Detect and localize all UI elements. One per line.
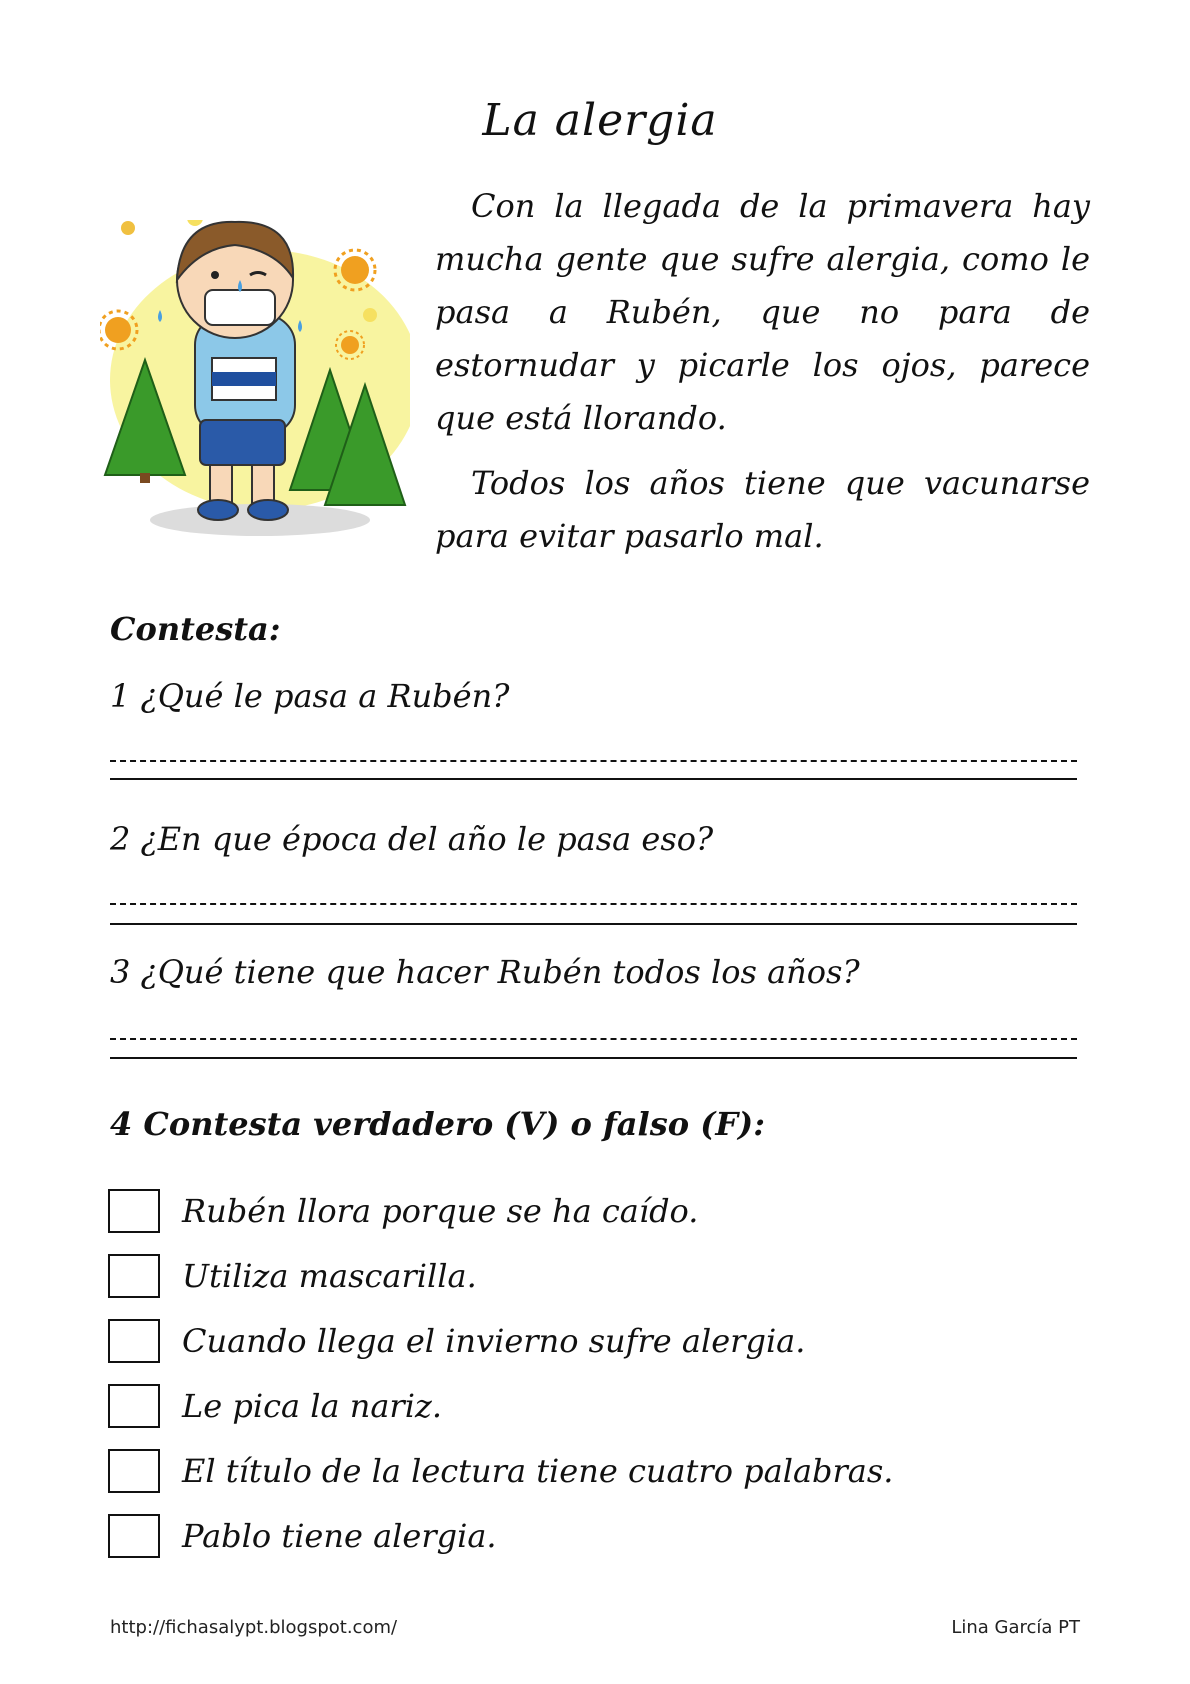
- boy-eye: [211, 271, 219, 279]
- true-false-item: [108, 1178, 1058, 1243]
- question-2: 2 ¿En que época del año le pasa eso?: [110, 820, 714, 858]
- true-false-item: [108, 1438, 1058, 1503]
- statement-text: Utiliza mascarilla.: [182, 1256, 477, 1295]
- boy-leg: [210, 465, 232, 505]
- story-paragraph-2: Todos los años tiene que vacunarse para evitar pasarlo mal.: [435, 464, 1090, 555]
- question-1: 1 ¿Qué le pasa a Rubén?: [110, 677, 510, 715]
- answer-checkbox[interactable]: [108, 1319, 160, 1363]
- illustration-svg: [100, 220, 410, 545]
- answer-line-3-dashed[interactable]: [110, 1038, 1077, 1040]
- pollen-dot: [187, 220, 203, 226]
- footer-author: Lina García PT: [951, 1617, 1080, 1638]
- answer-line-3[interactable]: [110, 1057, 1077, 1059]
- section-heading: Contesta:: [110, 610, 281, 648]
- worksheet-title: La alergia: [482, 95, 718, 146]
- answer-checkbox[interactable]: [108, 1189, 160, 1233]
- answer-line-2-dashed[interactable]: [110, 903, 1077, 905]
- statement-text: Le pica la nariz.: [182, 1386, 442, 1425]
- answer-checkbox[interactable]: [108, 1384, 160, 1428]
- true-false-item: [108, 1503, 1058, 1568]
- statement-text: El título de la lectura tiene cuatro palabras.: [182, 1451, 894, 1490]
- true-false-item: [108, 1243, 1058, 1308]
- true-false-title: 4 Contesta verdadero (V) o falso (F):: [110, 1105, 765, 1143]
- boy-shorts: [200, 420, 285, 465]
- answer-checkbox[interactable]: [108, 1449, 160, 1493]
- true-false-item: [108, 1373, 1058, 1438]
- boy-shoe: [198, 500, 238, 520]
- question-3: 3 ¿Qué tiene que hacer Rubén todos los años?: [110, 953, 860, 991]
- true-false-item: [108, 1308, 1058, 1373]
- tissue-box-stripe: [212, 372, 276, 386]
- face-mask: [205, 290, 275, 325]
- answer-line-1[interactable]: [110, 778, 1077, 780]
- boy-leg: [252, 465, 274, 505]
- footer-url[interactable]: http://fichasalypt.blogspot.com/: [110, 1617, 398, 1638]
- pollen-dot: [363, 308, 377, 322]
- statement-text: Rubén llora porque se ha caído.: [182, 1191, 699, 1230]
- statement-text: Pablo tiene alergia.: [182, 1516, 497, 1555]
- tree-trunk: [140, 473, 150, 483]
- answer-line-2[interactable]: [110, 923, 1077, 925]
- story-paragraph-1: Con la llegada de la primavera hay mucha gente que sufre alergia, como le pasa a Rubén, que no para de estornudar y picarle los ojos, parece que está llorando.: [435, 187, 1090, 437]
- answer-line-1-dashed[interactable]: [110, 760, 1077, 762]
- pollen-dot: [121, 221, 135, 235]
- statement-text: Cuando llega el invierno sufre alergia.: [182, 1321, 806, 1360]
- boy-shoe: [248, 500, 288, 520]
- answer-checkbox[interactable]: [108, 1254, 160, 1298]
- story-text: [435, 180, 1090, 575]
- answer-checkbox[interactable]: [108, 1514, 160, 1558]
- allergy-boy-illustration: [100, 220, 410, 545]
- true-false-list: [108, 1178, 1058, 1568]
